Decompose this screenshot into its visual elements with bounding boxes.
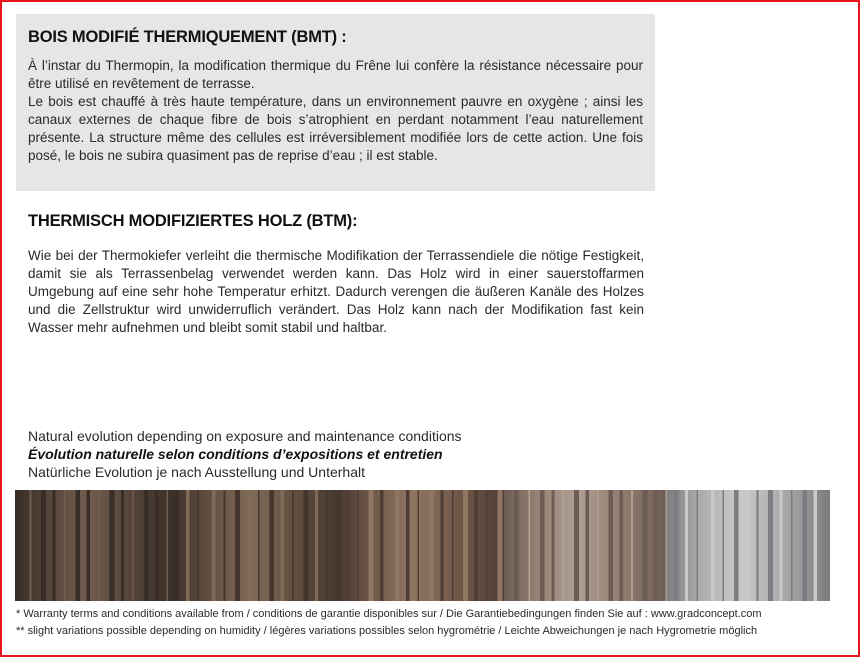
variations-footnote: ** slight variations possible depending on humidity / légères variations possibles selon hygrométrie / Leichte Abweichungen je nach Hygrometrie möglich xyxy=(16,624,758,637)
evolution-caption-fr: Évolution naturelle selon conditions d’expositions et entretien xyxy=(28,446,443,462)
wood-sample-2 xyxy=(178,490,341,601)
de-section-heading: THERMISCH MODIFIZIERTES HOLZ (BTM): xyxy=(28,212,358,230)
warranty-footnote: * Warranty terms and conditions available from / conditions de garantie disponibles sur / Die Garantiebedingungen finden Sie auf : www.gradconcept.com xyxy=(16,608,762,620)
wood-sample-3 xyxy=(341,490,504,601)
footnotes xyxy=(16,606,762,639)
fr-section-heading: BOIS MODIFIÉ THERMIQUEMENT (BMT) : xyxy=(28,28,347,46)
wood-sample-1 xyxy=(15,490,178,601)
evolution-caption-en: Natural evolution depending on exposure and maintenance conditions xyxy=(28,428,462,444)
wood-sample-4 xyxy=(504,490,667,601)
de-section xyxy=(28,212,644,337)
evolution-caption-de: Natürliche Evolution je nach Ausstellung und Unterhalt xyxy=(28,464,365,480)
wood-evolution-strip xyxy=(15,490,830,601)
fr-section-panel xyxy=(16,14,655,191)
evolution-caption xyxy=(28,427,462,481)
wood-sample-5 xyxy=(667,490,830,601)
fr-section-paragraph-2: Le bois est chauffé à très haute température, dans un environnement pauvre en oxygène ; ainsi les canaux externes de chaque fibre de bois s’atrophient en perdant notamment l’eau naturellement présente. La structure même des cellules est irréversiblement modifiée lors de cette action. Une fois posé, le bois ne subira quasiment pas de reprise d’eau ; il est stable. xyxy=(28,94,643,163)
fr-section-paragraph-1: À l’instar du Thermopin, la modification thermique du Frêne lui confère la résistance nécessaire pour être utilisé en revêtement de terrasse. xyxy=(28,58,643,91)
de-section-paragraph: Wie bei der Thermokiefer verleiht die thermische Modifikation der Terrassendiele die nötige Festigkeit, damit sie als Terrassenbelag verwendet werden kann. Das Holz wird in einer sauerstoffarmen Umgebung auf eine sehr hohe Temperatur erhitzt. Dadurch verengen die äußeren Kanäle des Holzes und die Zellstruktur wird unwiderruflich verändert. Das Holz kann nach der Modifikation fast kein Wasser mehr aufnehmen und bleibt somit stabil und haltbar. xyxy=(28,248,644,335)
